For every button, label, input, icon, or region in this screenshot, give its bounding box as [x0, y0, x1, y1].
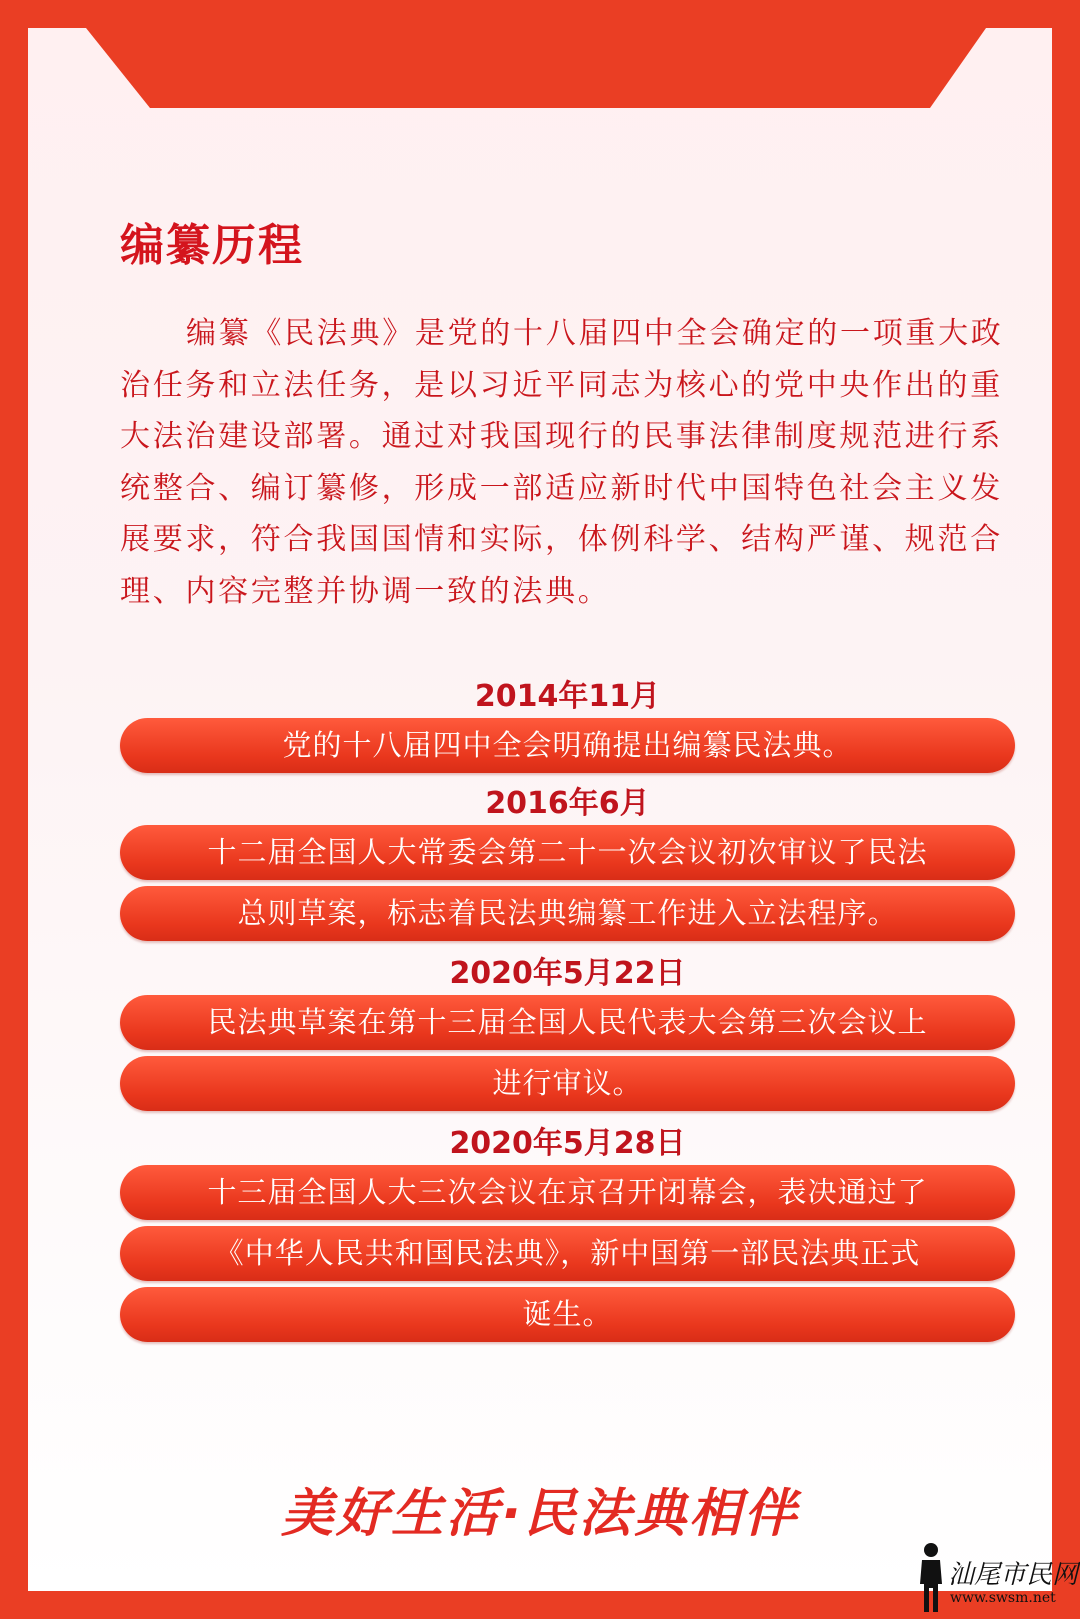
timeline-pill-line: 民法典草案在第十三届全国人民代表大会第三次会议上: [120, 995, 1015, 1050]
timeline-pill-line: 十三届全国人大三次会议在京召开闭幕会，表决通过了: [120, 1165, 1015, 1220]
watermark-name: 汕尾市民网: [948, 1560, 1079, 1590]
section-title: 编纂历程: [120, 220, 304, 271]
timeline-date: 2020年5月22日: [449, 956, 686, 991]
timeline-date: 2014年11月: [474, 679, 661, 714]
timeline-date: 2020年5月28日: [449, 1126, 686, 1161]
timeline-pill-line: 《中华人民共和国民法典》，新中国第一部民法典正式: [120, 1226, 1015, 1281]
timeline: [120, 678, 1015, 1342]
footer-slogan: 美好生活·民法典相伴: [281, 1484, 799, 1544]
watermark-url: www.swsm.net: [950, 1590, 1056, 1606]
timeline-pill-line: 党的十八届四中全会明确提出编纂民法典。: [120, 718, 1015, 773]
timeline-date: 2016年6月: [485, 786, 650, 821]
person-silhouette-icon: [916, 1540, 946, 1615]
timeline-pill-line: 进行审议。: [120, 1056, 1015, 1111]
intro-paragraph: 编纂《民法典》是党的十八届四中全会确定的一项重大政治任务和立法任务，是以习近平同志为核心的党中央作出的重大法治建设部署。通过对我国现行的民事法律制度规范进行系统整合、编订纂修，形成一部适应新时代中国特色社会主义发展要求，符合我国国情和实际，体例科学、结构严谨、规范合理、内容完整并协调一致的法典。: [120, 316, 1004, 609]
timeline-pill-line: 十二届全国人大常委会第二十一次会议初次审议了民法: [120, 825, 1015, 880]
timeline-pill-line: 总则草案，标志着民法典编纂工作进入立法程序。: [120, 886, 1015, 941]
timeline-pill-line: 诞生。: [120, 1287, 1015, 1342]
site-watermark: [916, 1540, 1079, 1615]
poster-panel: [28, 28, 1052, 1591]
